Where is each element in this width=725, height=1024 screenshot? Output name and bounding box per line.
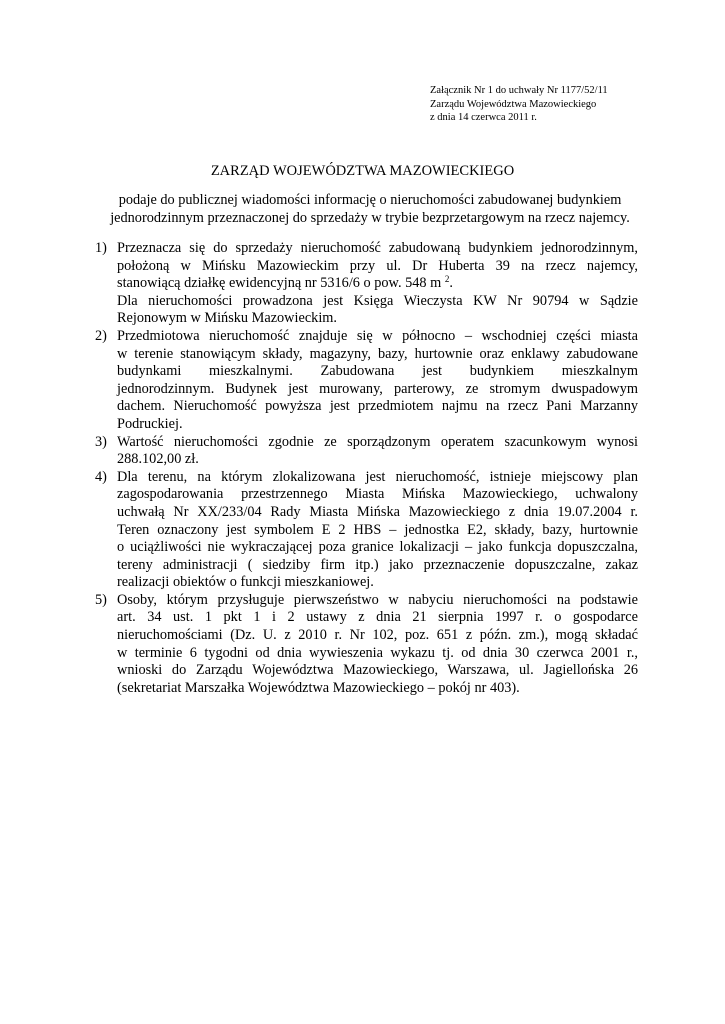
- list-item-line: w terminie 6 tygodni od dnia wywieszenia wykazu tj. od dnia 30 czerwca 2001 r.,: [117, 644, 638, 661]
- superscript: 2: [444, 274, 450, 285]
- list-item-line: [117, 275, 638, 293]
- list-item-line: (sekretariat Marszałka Województwa Mazowieckiego – pokój nr 403).: [117, 679, 520, 696]
- intro-line: jednorodzinnym przeznaczonej do sprzedaży w trybie bezprzetargowym na rzecz najemcy.: [110, 209, 630, 226]
- numbered-list: [95, 240, 638, 697]
- list-item-number: 4): [95, 468, 107, 485]
- list-item-line: jednorodzinnym. Budynek jest murowany, parterowy, ze stromym dwuspadowym: [117, 380, 638, 397]
- list-item-line: Teren oznaczony jest symbolem E 2 HBS – jednostka E2, składy, bazy, hurtownie: [117, 521, 638, 538]
- list-item-line: Przedmiotowa nieruchomość znajduje się w północno – wschodniej części miasta: [117, 327, 638, 344]
- list-item-line: nieruchomościami (Dz. U. z 2010 r. Nr 102, poz. 651 z późn. zm.), mogą składać: [117, 627, 638, 644]
- list-item-line: realizacji obiektów o funkcji mieszkaniowej.: [117, 574, 374, 591]
- list-item-number: 2): [95, 327, 107, 344]
- attachment-note-line: Załącznik Nr 1 do uchwały Nr 1177/52/11: [430, 85, 608, 96]
- list-item-line: Dla nieruchomości prowadzona jest Księga Wieczysta KW Nr 90794 w Sądzie: [117, 292, 638, 309]
- intro-paragraph: [80, 192, 660, 227]
- list-item: [95, 592, 638, 698]
- attachment-note-line: z dnia 14 czerwca 2011 r.: [430, 112, 537, 123]
- attachment-note: [430, 84, 608, 125]
- list-item-line: Przeznacza się do sprzedaży nieruchomość zabudowaną budynkiem jednorodzinnym,: [117, 240, 638, 256]
- document-title: ZARZĄD WOJEWÓDZTWA MAZOWIECKIEGO: [210, 163, 515, 179]
- list-item: [95, 240, 638, 328]
- list-item-line: 288.102,00 zł.: [117, 451, 199, 468]
- list-item-line: Osoby, którym przysługuje pierwszeństwo w nabyciu nieruchomości na podstawie: [117, 591, 638, 608]
- punctuation: .: [449, 275, 453, 292]
- list-item-number: 1): [95, 240, 107, 256]
- list-item-number: 3): [95, 433, 107, 450]
- list-item-line: położoną w Mińsku Mazowieckim przy ul. Dr Huberta 39 na rzecz najemcy,: [117, 257, 638, 274]
- list-item-line: o uciążliwości nie wykraczającej poza granice lokalizacji – jako funkcja dopuszczalna,: [117, 539, 638, 556]
- list-item-number: 5): [95, 591, 107, 608]
- list-item-line: uchwałą Nr XX/233/04 Rady Miasta Mińska Mazowieckiego z dnia 19.07.2004 r.: [117, 503, 638, 520]
- list-item-line: art. 34 ust. 1 pkt 1 i 2 ustawy z dnia 21 sierpnia 1997 r. o gospodarce: [117, 609, 638, 626]
- list-item-line: zagospodarowania przestrzennego Miasta Mińska Mazowieckiego, uchwalony: [117, 486, 638, 503]
- list-item-line: dachem. Nieruchomość powyższa jest przedmiotem najmu na rzecz Pani Marzanny: [117, 398, 638, 415]
- list-item-line: budynkami mieszkalnymi. Zabudowana jest budynkiem mieszkalnym: [117, 363, 638, 380]
- attachment-note-line: Zarządu Województwa Mazowieckiego: [430, 98, 597, 110]
- list-item: [95, 469, 638, 592]
- list-item-line: w terenie stanowiącym składy, magazyny, bazy, hurtownie oraz enklawy zabudowane: [117, 345, 638, 362]
- list-item-line: Wartość nieruchomości zgodnie ze sporządzonym operatem szacunkowym wynosi: [117, 433, 638, 450]
- list-item-line: Rejonowym w Mińsku Mazowieckim.: [117, 310, 337, 327]
- list-item-line: Dla terenu, na którym zlokalizowana jest nieruchomość, istnieje miejscowy plan: [117, 468, 638, 485]
- list-item: [95, 434, 638, 469]
- list-item-line: Podruckiej.: [117, 415, 183, 432]
- list-item-line: tereny administracji ( siedziby firm itp.) jako przeznaczenie dopuszczalne, zakaz: [117, 556, 638, 573]
- list-item-line-text: stanowiącą działkę ewidencyjną nr 5316/6 o pow. 548 m: [117, 275, 442, 292]
- list-item-line: wnioski do Zarządu Województwa Mazowieckiego, Warszawa, ul. Jagiellońska 26: [117, 662, 638, 679]
- list-item: [95, 328, 638, 434]
- intro-line: podaje do publicznej wiadomości informację o nieruchomości zabudowanej budynkiem: [118, 192, 622, 208]
